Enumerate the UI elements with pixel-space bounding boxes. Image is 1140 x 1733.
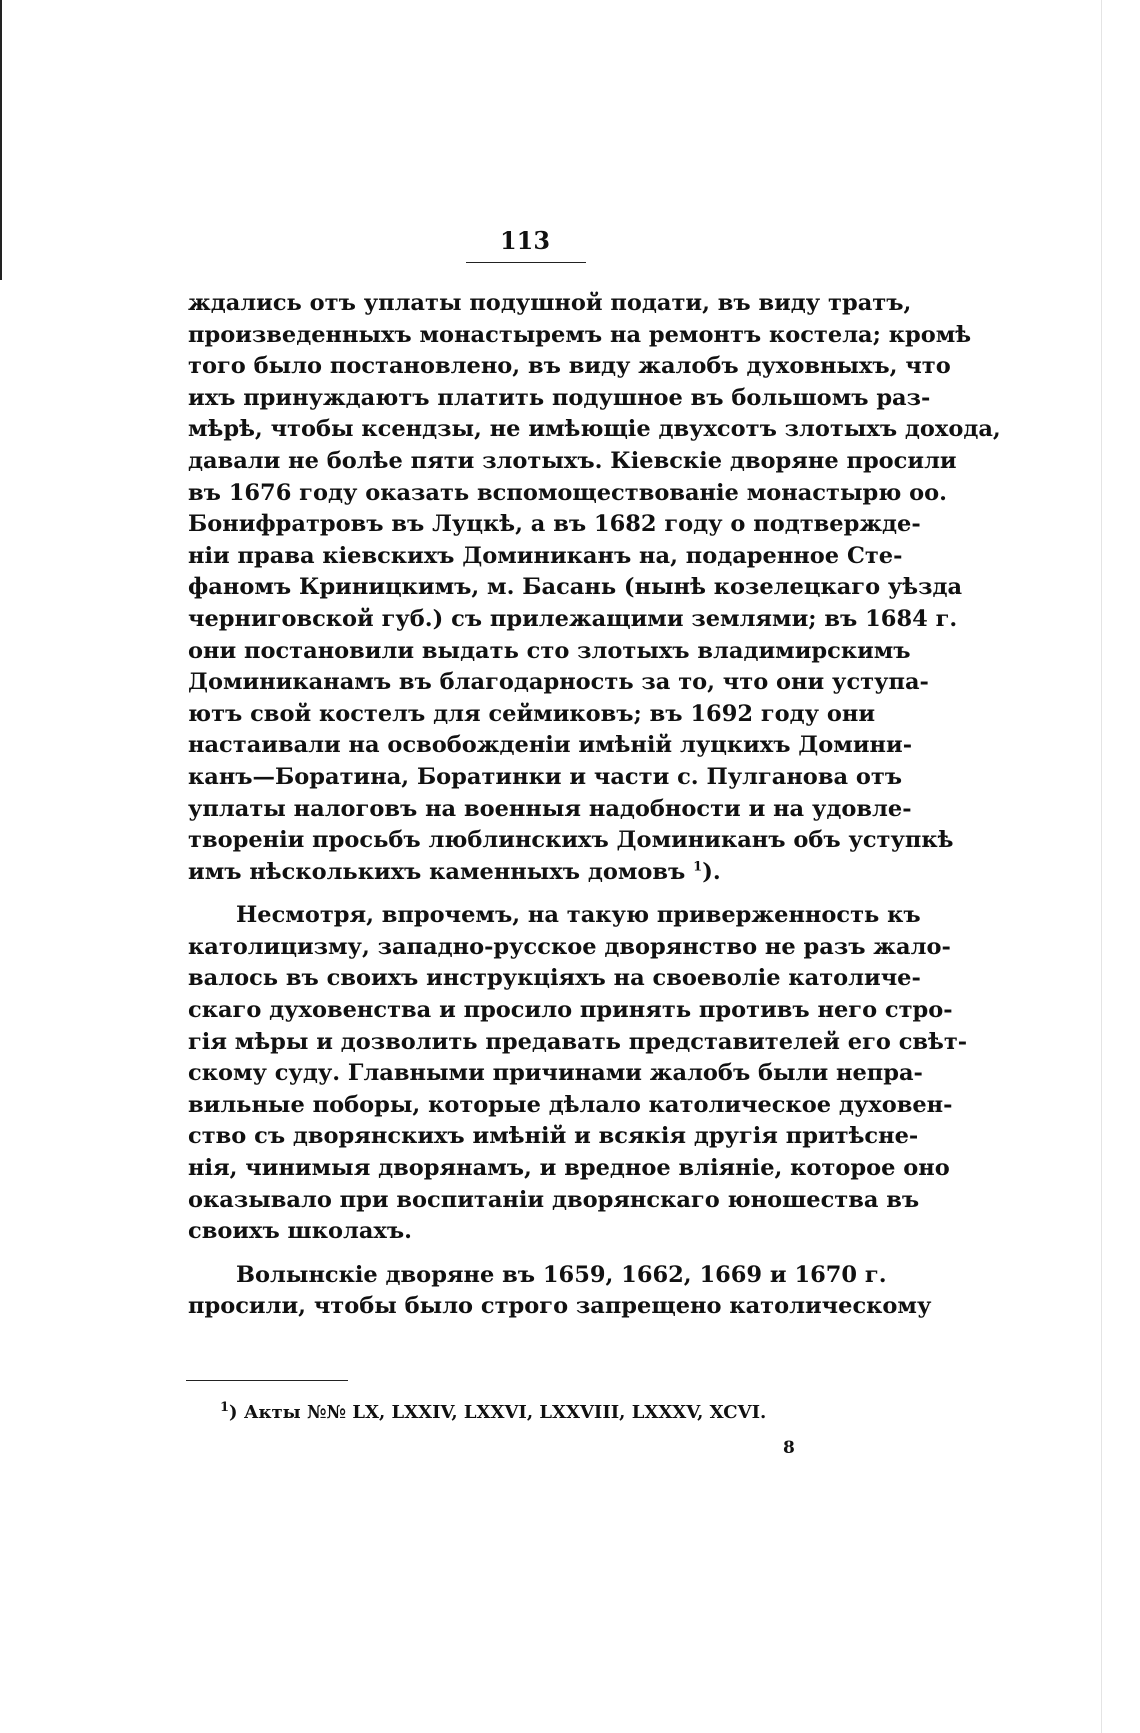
text-line: ніи права кіевскихъ Доминиканъ на, подаренное Сте- (188, 542, 903, 569)
text-line: канъ—Боратина, Боратинки и части с. Пулганова отъ (188, 763, 903, 790)
text-line: своихъ школахъ. (188, 1218, 412, 1245)
text-line: Доминиканамъ въ благодарность за то, что они уступа- (188, 669, 929, 696)
page-number-rule (466, 262, 586, 263)
text-line: того было постановлено, въ виду жалобъ духовныхъ, что (188, 353, 951, 380)
signature-mark: 8 (783, 1438, 795, 1458)
text-line: уплаты налоговъ на военныя надобности и на удовле- (188, 795, 912, 822)
text-line: скаго духовенства и просило принять противъ него стро- (188, 997, 953, 1024)
text-line: давали не болѣе пяти злотыхъ. Кіевскіе дворяне просили (188, 447, 957, 474)
text-line: Бонифратровъ въ Луцкѣ, а въ 1682 году о подтвержде- (188, 511, 921, 538)
text-line: валось въ своихъ инструкціяхъ на своеволіе католиче- (188, 965, 921, 992)
text-line: нія, чинимыя дворянамъ, и вредное вліяніе, которое оно (188, 1155, 950, 1182)
text-line: фаномъ Криницкимъ, м. Басань (нынѣ козелецкаго уѣзда (188, 574, 963, 601)
text-line (188, 857, 858, 889)
text-line: гія мѣры и дозволить предавать представителей его свѣт- (188, 1028, 968, 1055)
text-line: Волынскіе дворяне въ 1659, 1662, 1669 и 1670 г. (236, 1261, 887, 1288)
text-line: ждались отъ уплаты подушной подати, въ виду тратъ, (188, 290, 912, 316)
text-line: они постановили выдать сто злотыхъ владимирскимъ (188, 637, 911, 664)
footnote-reference-tail: ). (702, 858, 721, 885)
text-line: ютъ свой костелъ для сеймиковъ; въ 1692 году они (188, 700, 876, 727)
body-text (188, 288, 1001, 1323)
footnote-reference: 1 (693, 859, 703, 875)
text-line-content: имъ нѣсколькихъ каменныхъ домовъ (188, 858, 686, 885)
footnote (220, 1402, 766, 1423)
text-line: настаивали на освобожденіи имѣній луцкихъ Домини- (188, 732, 913, 759)
paragraph-gap (188, 888, 858, 900)
text-line: католицизму, западно-русское дворянство не разъ жало- (188, 933, 951, 960)
text-line: Несмотря, впрочемъ, на такую приверженность къ (236, 902, 921, 929)
text-line: мѣрѣ, чтобы ксендзы, не имѣющіе двухсотъ злотыхъ дохода, (188, 416, 1001, 443)
text-line: въ 1676 году оказать вспомоществованіе монастырю оо. (188, 479, 947, 506)
left-margin-rule (0, 0, 2, 280)
text-line: скому суду. Главными причинами жалобъ были непра- (188, 1060, 923, 1087)
page-edge (1101, 0, 1102, 1733)
text-line: твореніи просьбъ люблинскихъ Доминиканъ объ уступкѣ (188, 827, 954, 854)
text-line: просили, чтобы было строго запрещено католическому (188, 1293, 932, 1320)
footnote-rule (186, 1380, 348, 1381)
paragraph-gap (188, 1248, 858, 1260)
text-line: ихъ принуждаютъ платить подушное въ большомъ раз- (188, 384, 931, 411)
text-line: ство съ дворянскихъ имѣній и всякія другія притѣсне- (188, 1123, 919, 1150)
footnote-marker: 1 (220, 1400, 230, 1415)
footnote-text: ) Акты №№ LX, LXXIV, LXXVI, LXXVIII, LXXXV, XCVI. (229, 1402, 767, 1423)
text-line: вильные поборы, которые дѣлало католическое духовен- (188, 1091, 953, 1118)
text-line: черниговской губ.) съ прилежащими землями; въ 1684 г. (188, 605, 958, 632)
page-number: 113 (499, 226, 551, 255)
text-line: оказывало при воспитаніи дворянскаго юношества въ (188, 1186, 920, 1213)
text-line: произведенныхъ монастыремъ на ремонтъ костела; кромѣ (188, 321, 972, 348)
